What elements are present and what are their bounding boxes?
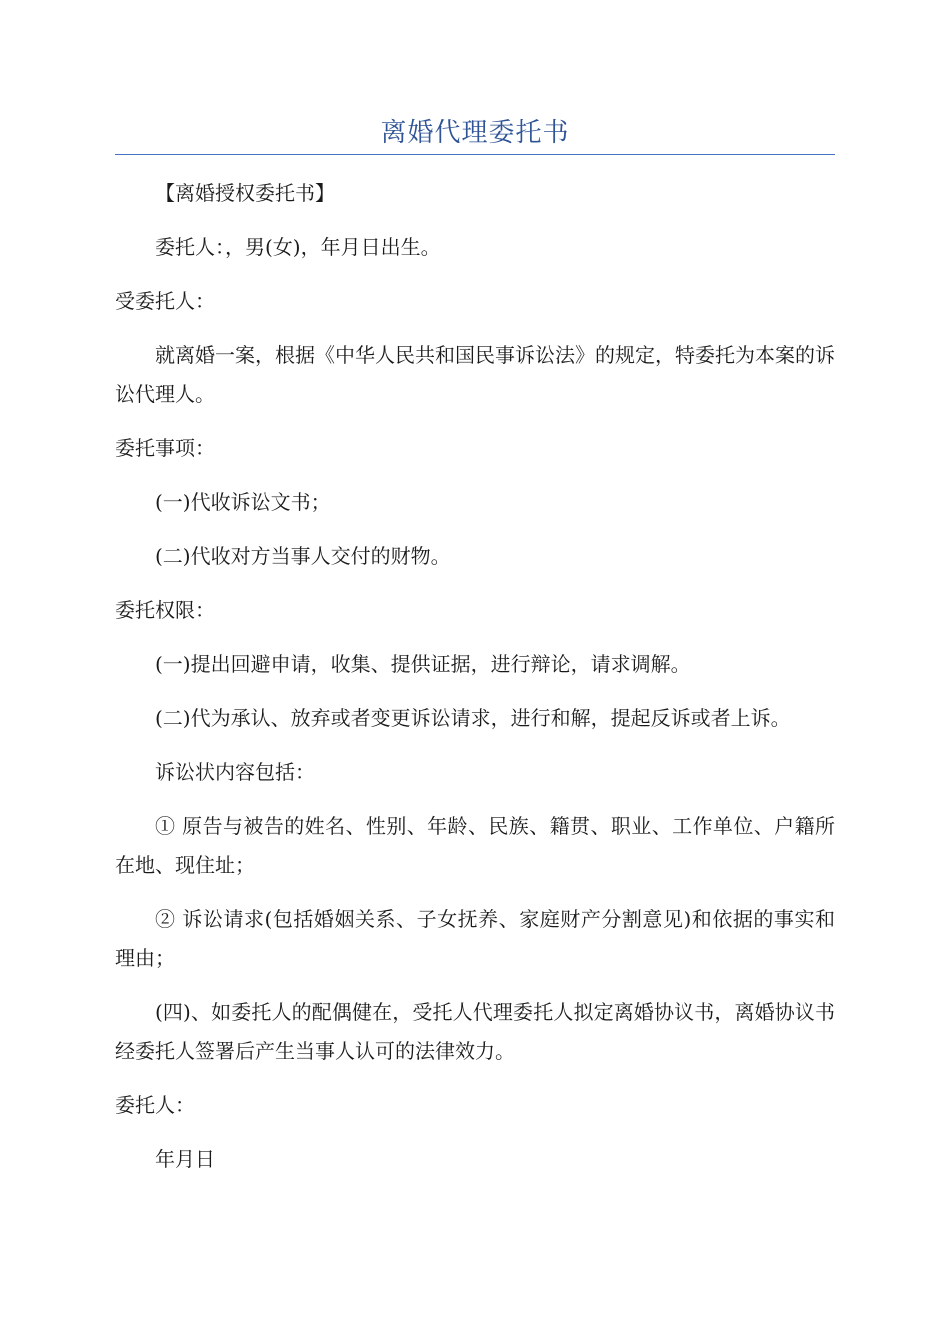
paragraph: 诉讼状内容包括： [155, 760, 315, 784]
paragraph: 委托事项： [115, 436, 215, 460]
document-title: 离婚代理委托书 [380, 118, 570, 148]
paragraph: (二)代为承认、放弃或者变更诉讼请求，进行和解，提起反诉或者上诉。 [155, 706, 791, 730]
paragraph: 受委托人： [115, 289, 215, 313]
document-body [115, 174, 835, 1194]
paragraph: 【离婚授权委托书】 [155, 181, 335, 205]
paragraph: 委托人：，男(女)，年月日出生。 [155, 235, 441, 259]
paragraph: 年月日 [155, 1147, 215, 1171]
paragraph: ② 诉讼请求(包括婚姻关系、子女抚养、家庭财产分割意见)和依据的事实和理由； [115, 907, 835, 970]
paragraph: (二)代收对方当事人交付的财物。 [155, 544, 451, 568]
paragraph: ① 原告与被告的姓名、性别、年龄、民族、籍贯、职业、工作单位、户籍所在地、现住址； [115, 814, 835, 877]
paragraph: (一)提出回避申请，收集、提供证据，进行辩论，请求调解。 [155, 652, 691, 676]
paragraph: 委托人： [115, 1093, 195, 1117]
paragraph: 委托权限： [115, 598, 215, 622]
paragraph: (四)、如委托人的配偶健在，受托人代理委托人拟定离婚协议书，离婚协议书经委托人签署后产生当事人认可的法律效力。 [115, 1000, 835, 1063]
paragraph: (一)代收诉讼文书； [155, 490, 331, 514]
paragraph: 就离婚一案，根据《中华人民共和国民事诉讼法》的规定，特委托为本案的诉讼代理人。 [115, 343, 835, 406]
title-underline [115, 154, 835, 155]
